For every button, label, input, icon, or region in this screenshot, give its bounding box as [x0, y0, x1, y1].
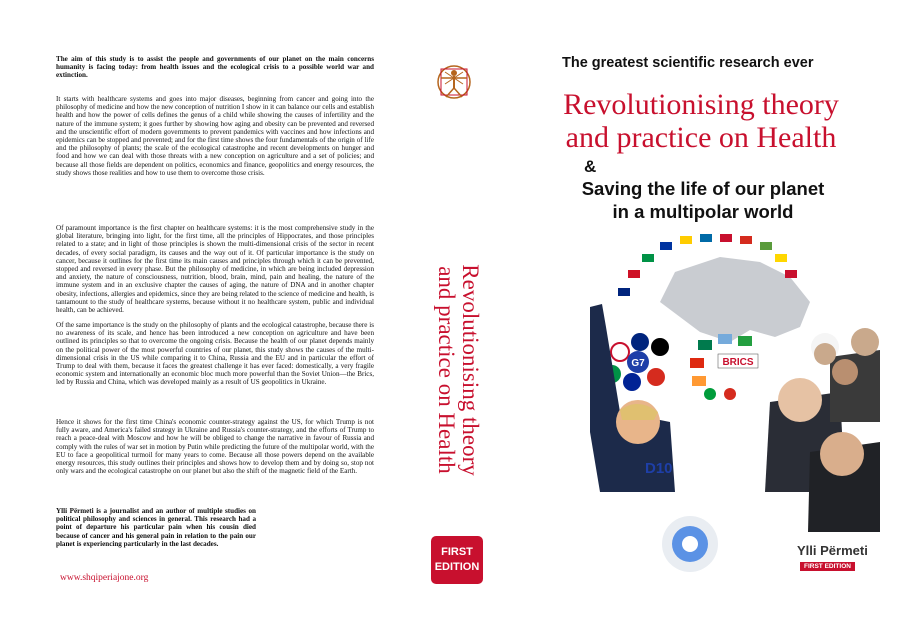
ampersand: & [584, 157, 597, 176]
website-link[interactable]: www.shqiperiajone.org [60, 573, 149, 583]
spine-title-line2: and practice on Health [434, 266, 459, 474]
back-paragraph-intro: The aim of this study is to assist the people and governments of our planet on the main concerns humanity is facing today: from health issues and the ecological crisis to a possible world war and extinction. [56, 55, 374, 80]
front-subtitle: Saving the life of our planet in a multipolar world [581, 178, 825, 222]
flag-icon [680, 236, 692, 244]
flag-icon [628, 270, 640, 278]
back-paragraph-5: Hence it shows for the first time China's economic counter-strategy against the US, for which Trump is not fully aware, and America's failed strategy in Ukraine and Russia's counter-strategy, and the efforts of Trump to reach a peace-deal with Moscow and how he will be obliged to change the narrative in favour of Russia and comply with the rules of war set in motion by Putin while predicting the future of the multipolar world, with the EU to face a geopolitical turmoil for many years to come. Because all those powers depend on the available energy resources, this study outlines their principles and shows how to develop them and by doing so, stop not only wars and the ecological catastrophe on our planet but also the shift of the magnetic field of the Earth. [56, 418, 374, 476]
author-name: Ylli Përmeti [797, 543, 868, 558]
vitruvian-man-icon [436, 64, 472, 100]
spine-title-line1: Revolutionising theory [458, 264, 483, 476]
flag-icon [775, 254, 787, 262]
flag-icon [785, 270, 797, 278]
back-paragraph-4: Of the same importance is the study on the philosophy of plants and the ecological catastrophe, because there is no awareness of its scale, and hence has been introduced a new conception on agriculture and have been outlined its principles so that to overcome the ongoing crisis. Because the health of our planet depends mainly on the political power of the most powerful countries of our planet, this study shows the causes of the multi-dimensional crisis in the US while comparing it to China, Russia and the EU and in particular the effort of Trump to deal with them, because it faces the greatest challenge it has ever faced: domestically, a very fragile economic system and internationally an economic bloc much more powerful than the Soviet Union—the Brics, led by Russia and China, which was developed mainly as a result of US geopolitics in Ukraine. [56, 321, 374, 387]
europe-map [660, 257, 810, 342]
front-tagline: The greatest scientific research ever [562, 55, 814, 71]
author-first-edition-badge: FIRST EDITION [800, 562, 855, 571]
un-emblem-icon [662, 516, 718, 572]
flag-icon [720, 234, 732, 242]
back-cover [0, 0, 410, 644]
d10-label: D10 [645, 460, 673, 477]
flag-icon [618, 288, 630, 296]
brics-group [690, 334, 758, 400]
flag-icon [660, 242, 672, 250]
back-paragraph-3: Of paramount importance is the first chapter on healthcare systems: it is the most comprehensive study in the global literature, bringing into light, for the first time, all the principles of Hippocrates, and those principles related to a state; and in light of those principles is shown the multi-dimensional crisis of the sector in recent decades, of every social paradigm, its causes and the way out of it. Of particular importance is the study on cancer, because it outlines for the first time its main causes and principles through which it can be prevented, stopped and reversed in every phase. But the philosophy of medicine, in which are being included depression and anxiety, the nature of consciousness, nutrition, blood, brain, mind, pain and healing, the nature of the immune system and in an exclusive chapter the causes of aging, the nature of DNA and in another chapter obesity, infections, allergies and epidemics, since they are being related to the science of medicine and health, is tantamount to the study of healthcare systems, because without it no healthcare system, public and individual health, can be achieved. [56, 224, 374, 315]
spine-title [423, 205, 493, 535]
flag-icon [740, 236, 752, 244]
flag-icon [700, 234, 712, 242]
brics-label: BRICS [722, 357, 754, 368]
flag-icon [642, 254, 654, 262]
g7-label: G7 [631, 358, 645, 369]
back-paragraph-2: It starts with healthcare systems and goes into major diseases, beginning from cancer and going into the philosophy of medicine and how the new conception of nutrition I show in it can balance our cells and establish health and how the power of cells defines the genus of a child while showing the causes of infertility and the nature of the immune system; it goes further by showing how aging and obesity can be prevented and reversed and the unscientific effort of modern governments to prevent pandemics with vaccines and how infections and epidemics can be stopped and prevented; and for the first time shows the four fundamentals of the origin of life and the philosophy of plants; the scale of the ecological catastrophe and recent developments on hunger and food and how we can deal with those threats with a new conception on agriculture and a set of policies; and because all those fields are dependent on politics, economics and finance, geopolitics and energy resources, the study shows those realities and how to use them to overcome those crisis. [56, 95, 374, 177]
flag-icon [760, 242, 772, 250]
back-author-bio: Ylli Përmeti is a journalist and an author of multiple studies on political philosophy and sciences in general. This research had a point of departure his particular pain when his cousin died because of cancer and his general pain in relation to the pain our planet is experiencing particularly in the last decades. [56, 507, 256, 548]
first-edition-badge: FIRST EDITION [431, 536, 483, 584]
front-title: Revolutionising theory and practice on Health [563, 88, 839, 154]
cover-illustration [580, 232, 880, 582]
